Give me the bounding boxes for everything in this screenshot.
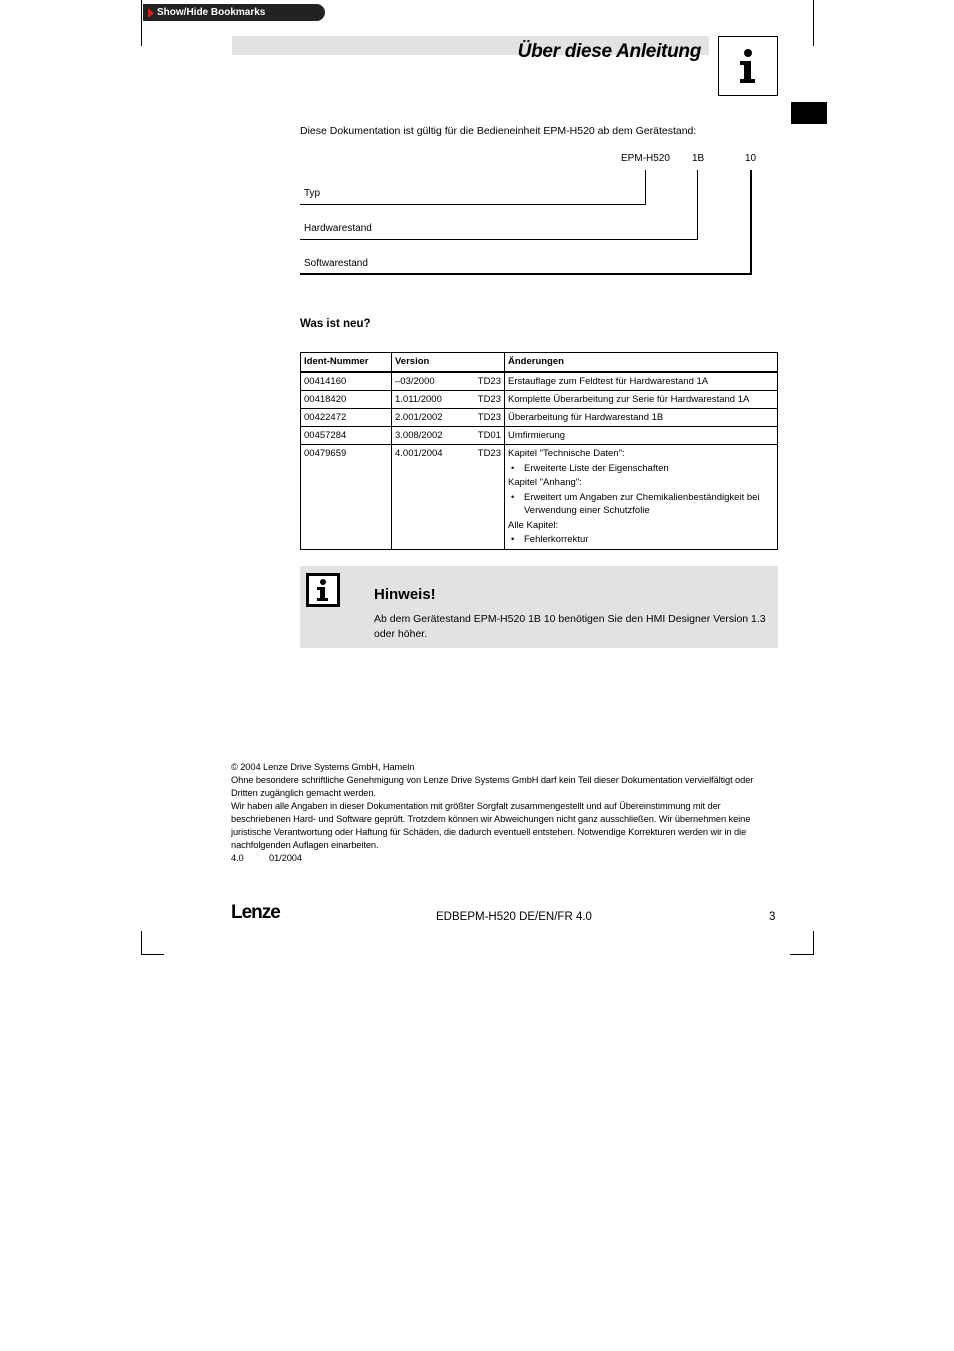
crop-mark <box>141 0 142 46</box>
page-number: 3 <box>769 911 776 923</box>
changes-table <box>300 352 778 550</box>
crop-mark <box>813 931 814 955</box>
ident-cell: 00418420 <box>301 391 392 409</box>
change-cell: Umfirmierung <box>505 427 778 445</box>
column-header: Ident-Nummer <box>301 353 392 373</box>
version-cell: 3.008/2002 TD01 <box>392 427 505 445</box>
diagram-line <box>300 204 646 205</box>
note-text: Ab dem Gerätestand EPM-H520 1B 10 benötigen Sie den HMI Designer Version 1.3 oder höher. <box>374 613 766 640</box>
page-title: Über diese Anleitung <box>517 41 701 62</box>
version-cell: –03/2000 TD23 <box>392 372 505 391</box>
ident-cell: 00457284 <box>301 427 392 445</box>
legal-block <box>231 761 779 865</box>
row-label-software: Softwarestand <box>304 258 368 269</box>
crop-mark <box>790 954 814 955</box>
diagram-line <box>300 239 698 240</box>
section-heading: Was ist neu? <box>300 318 371 330</box>
crop-mark <box>141 954 164 955</box>
info-icon <box>306 573 340 607</box>
diagram-line <box>645 170 646 204</box>
version-number: 4.0 <box>231 853 244 863</box>
change-bullet: • Erweiterte Liste der Eigenschaften <box>508 462 774 477</box>
legal-paragraph: Ohne besondere schriftliche Genehmigung von Lenze Drive Systems GmbH darf kein Teil dieser Dokumentation vervielfältigt oder Dritten zugänglich gemacht werden. <box>231 775 754 798</box>
change-line: Alle Kapitel: <box>508 519 559 531</box>
code-hardware: 1B <box>692 153 705 164</box>
table-row <box>301 409 778 427</box>
triangle-right-icon <box>148 8 154 18</box>
copyright-text: © 2004 Lenze Drive Systems GmbH, Hameln <box>231 762 415 772</box>
table-row <box>301 391 778 409</box>
change-line: Kapitel "Anhang": <box>508 477 582 488</box>
table-header-row <box>301 353 778 373</box>
lenze-logo: Lenze <box>231 902 280 923</box>
column-header: Version <box>392 353 505 373</box>
column-header: Änderungen <box>505 353 778 373</box>
change-cell <box>505 445 778 550</box>
intro-text: Diese Dokumentation ist gültig für die Bedieneinheit EPM-H520 ab dem Gerätestand: <box>300 125 697 137</box>
version-cell: 4.001/2004 TD23 <box>392 445 505 550</box>
table-row <box>301 445 778 550</box>
change-cell: Überarbeitung für Hardwarestand 1B <box>505 409 778 427</box>
diagram-line <box>300 273 752 275</box>
ident-cell: 00479659 <box>301 445 392 550</box>
row-label-type: Typ <box>304 188 321 199</box>
legal-paragraph: Wir haben alle Angaben in dieser Dokumentation mit größter Sorgfalt zusammengestellt und auf Übereinstimmung mit der beschriebenen Hard- und Software geprüft. Trotzdem können wir Abweichungen nicht ganz ausschließen. Wir übernehmen keine juristische Verantwortung oder Haftung für Schäden, die dadurch eventuell entstehen. Notwendige Korrekturen werden wir in die nachfolgenden Auflagen einarbeiten. <box>231 801 751 850</box>
version-cell: 1.011/2000 TD23 <box>392 391 505 409</box>
crop-mark <box>813 0 814 46</box>
bookmarks-label: Show/Hide Bookmarks <box>157 7 266 18</box>
version-line <box>231 852 779 865</box>
ident-cell: 00414160 <box>301 372 392 391</box>
change-cell: Erstauflage zum Feldtest für Hardwarestand 1A <box>505 372 778 391</box>
chapter-tab-marker <box>791 102 827 124</box>
ident-cell: 00422472 <box>301 409 392 427</box>
crop-mark <box>141 931 142 955</box>
note-title: Hinweis! <box>374 586 436 603</box>
info-icon <box>718 36 778 96</box>
doc-id: EDBEPM-H520 DE/EN/FR 4.0 <box>436 911 592 923</box>
change-cell: Komplette Überarbeitung zur Serie für Hardwarestand 1A <box>505 391 778 409</box>
table-row <box>301 427 778 445</box>
change-line: Kapitel "Technische Daten": <box>508 448 625 459</box>
code-type: EPM-H520 <box>621 153 670 164</box>
change-bullet: • Erweitert um Angaben zur Chemikalienbeständigkeit bei Verwendung einer Schutzfolie <box>508 491 774 517</box>
row-label-hardware: Hardwarestand <box>304 223 372 234</box>
table-row <box>301 372 778 391</box>
diagram-line <box>750 170 752 275</box>
change-bullet: • Fehlerkorrektur <box>508 533 774 548</box>
diagram-line <box>697 170 698 240</box>
show-hide-bookmarks-button[interactable] <box>143 4 325 21</box>
version-date: 01/2004 <box>269 853 302 863</box>
version-cell: 2.001/2002 TD23 <box>392 409 505 427</box>
code-software: 10 <box>745 153 757 164</box>
